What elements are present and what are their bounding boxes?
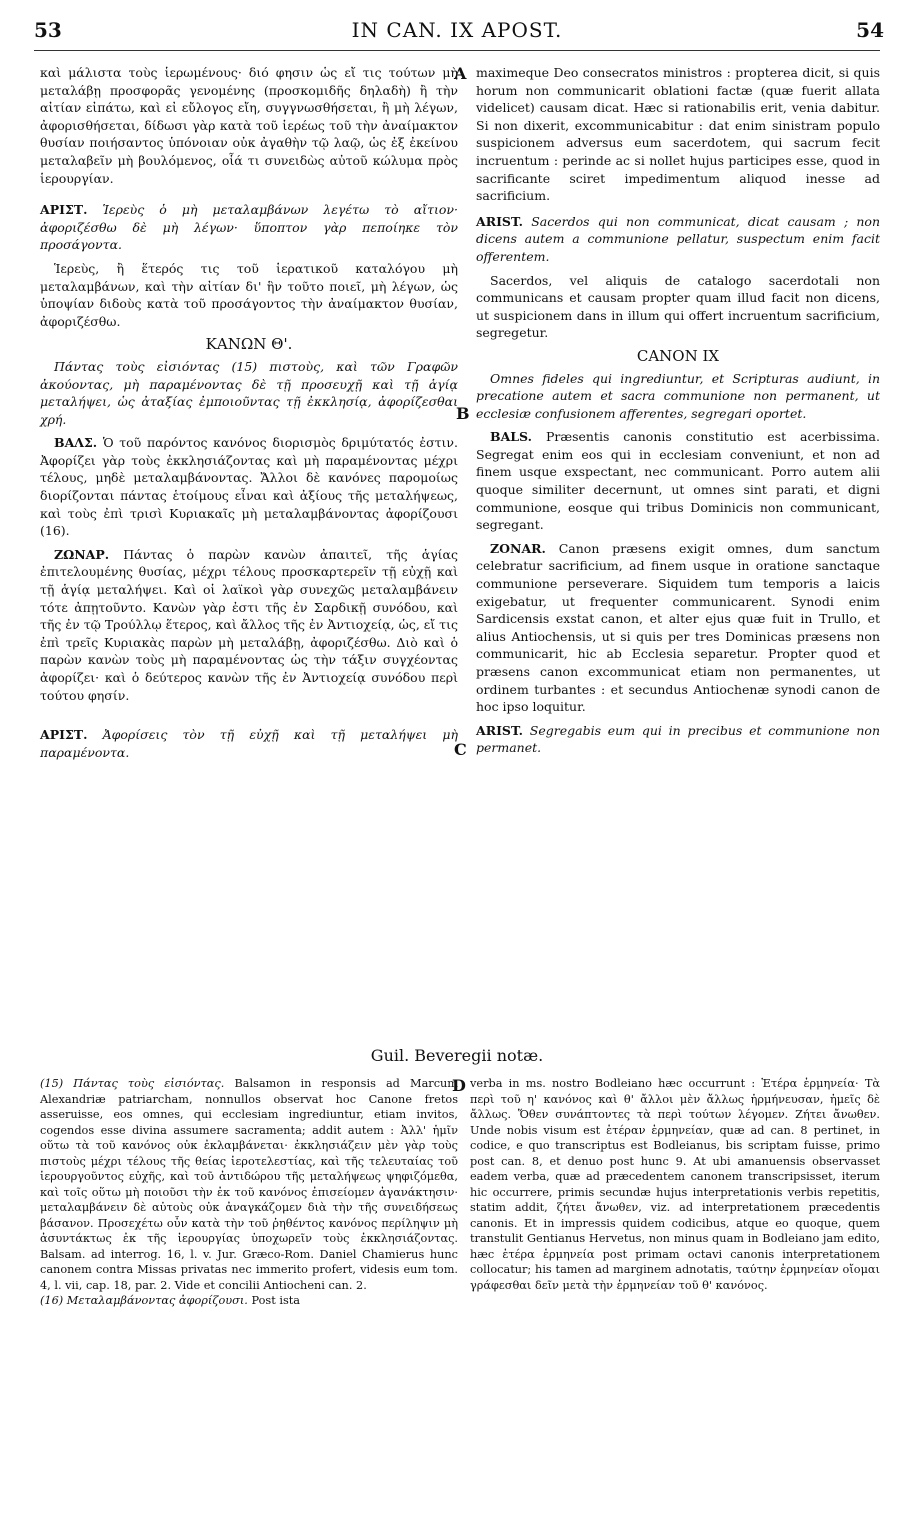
greek-arist2-text: Ἀφορίσεις τὸν τῇ εὐχῇ καὶ τῇ μεταλήψει μὴ παραμένοντα. [40,727,458,760]
notes-title: Guil. Beveregii notæ. [370,1046,544,1065]
latin-arist-comment: Sacerdos, vel aliquis de catalogo sacerdotali non communicans et causam propter quam illud facit non dicens, ut suspicionem dans in illum qui offert incruentum sacrificium, segregetur. [476,272,880,341]
running-title: IN CAN. IX APOST. [351,18,563,42]
greek-intro: καὶ μάλιστα τοὺς ἱερωμένους· διό φησιν ὡς εἴ τις τούτων μὴ μεταλάβῃ προσφορᾶς γενομένης (προσκομιδῆς δηλαδὴ) ἢ τὴν αἰτίαν εἰπάτω, καὶ εἰ εὔλογος εἴη, συγγνωσθήσεται, ἢ μὴ λέγων, ἀφορισθήσεται, δίδωσι γὰρ κατὰ τοῦ ἱερέως τοῦ τὴν ἀναίμακτον θυσίαν ποιήσαντος ὑπόνοιαν οὐκ ἀγαθὴν τῷ λαῷ, ὡς ἐξ ἐκείνου μεταλαβεῖν μὴ βουλόμενος, οἷά τι συνειδὼς αὐτοῦ κώλυμα πρὸς ἱερουργίαν. [40,65,458,186]
latin-zonar-text: Canon præsens exigit omnes, dum sanctum celebratur sacrificium, ad finem usque in oratione sanctaque communione perseverare. Siquidem tum temporis a laicis exigebatur, ut frequenter communicarent. Synodi enim Sardicensis exstat canon, et alter ejus quæ fuit in Trullo, et alius Antiochensis, ut si quis per tres Dominicas præsens non communicarit, hic ab Ecclesia separetur. Propter quod et præsens canon excommunicat etiam non permanentes, ut ordinem turbantes : et secundus Antiochenæ synodi canon de hoc ipso loquitur. [476,540,880,715]
greek-bals-label: ΒΑΛΣ. [54,435,98,451]
margin-marker-d: D [452,1076,466,1095]
note-16-continued: verba in ms. nostro Bodleiano hæc occurrunt : Ἑτέρα ἑρμηνεία· Τὰ περὶ τοῦ η' κανόνος καὶ θ' ἄλλοι μὲν ἄλλως ἡρμήνευσαν, ἡμεῖς δὲ ἄλλως. Ὅθεν συνάπτοντες τὰ περὶ τούτων λέγομεν. Ζήτει ἄνωθεν. Unde nobis visum est ἑτέραν ἑρμηνείαν, quæ ad can. 8 pertinet, in codice, e quo transcriptus est Bodleianus, bis scriptam fuisse, primo post can. 8, et denuo post hunc 9. At ubi amanuensis observasset eadem verba, quæ ad præcedentem canonem transcripsisset, iterum hic occurrere, primis secundæ hujus interpretationis verbis repetitis, statim addit, ζήτει ἄνωθεν, viz. ad interpretationem præcedentis canonis. Et in impressis quidem codicibus, atque eo quoque, quem transtulit Gentianus Hervetus, non minus quam in Bodleiano jam edito, hæc ἑτέρα ἑρμηνεία post primam octavi canonis interpretationem collocatur; his tamen ad marginem adnotatis, ταύτην ἑρμηνείαν οἴομαι γράφεσθαι δεῖν μετὰ τὴν ἑρμηνείαν τοῦ θ' κανόνος. [470,1077,880,1292]
greek-arist2-label: ΑΡΙΣΤ. [40,727,88,743]
margin-marker-a: A [454,64,467,83]
latin-zonaras [476,540,880,716]
latin-canon-text: Omnes fideles qui ingrediuntur, et Scripturas audiunt, in precatione autem et sacra communione non permanent, ut ecclesiæ confusionem afferentes, segregari oportet. [476,370,880,421]
note-16-text: Post ista [251,1294,301,1307]
latin-column [476,64,880,763]
latin-arist-text: Sacerdos qui non communicat, dicat causam ; non dicens autem a communione pellatur, suspectum enim facit offerentem. [476,213,881,264]
latin-bals-label: BALS. [490,429,532,445]
greek-bals-text: Ὁ τοῦ παρόντος κανόνος διορισμὸς δριμύτατός ἐστιν. Ἀφορίζει γὰρ τοὺς ἐκκλησιάζοντας καὶ μὴ παραμένοντας μέχρι τέλους, μηδὲ μεταλαμβάνοντας. Ἄλλοι δὲ κανόνες παρομοίως διορίζονται πάντας ἑτοίμους εἶναι καὶ ἀξίους τῆς μεταλήψεως, καὶ τοὺς ἐπὶ τρισὶ Κυριακαῖς μὴ μεταλαμβάνοντας ἀφορίζουσι (16). [40,435,458,539]
greek-zonaras [40,546,458,704]
note-15 [40,1076,458,1293]
greek-column [40,64,458,767]
margin-marker-c: C [454,740,467,759]
latin-zonar-label: ZONAR. [490,540,546,556]
greek-arist-summary [40,201,458,254]
note-16 [40,1293,458,1309]
greek-zonar-label: ΖΩΝΑΡ. [54,546,110,562]
latin-arist2-label: ARIST. [476,722,524,738]
greek-arist-label: ΑΡΙΣΤ. [40,202,88,218]
greek-arist-comment: Ἱερεὺς, ἢ ἕτερός τις τοῦ ἱερατικοῦ καταλόγου μὴ μεταλαμβάνων, καὶ τὴν αἰτίαν δι' ἣν τοῦτο ποιεῖ, μὴ λέγων, ὡς ὑποψίαν διδοὺς κατὰ τοῦ προσάγοντος τὴν ἀναίμακτον θυσίαν, ἀφοριζέσθω. [40,260,458,329]
margin-marker-b: B [456,404,470,423]
latin-bals-text: Præsentis canonis constitutio est acerbissima. Segregat enim eos qui in ecclesiam conveniunt, et non ad finem usque exspectant, nec communicant. Porro autem alii quoque similiter decernunt, ut omnes sint parati, et digni communione, eosque qui tribus Dominicis non communicant, segregant. [476,429,880,533]
latin-intro: maximeque Deo consecratos ministros : propterea dicit, si quis horum non communicarit oblationi factæ (quæ fuerit allata videlicet) causam dicat. Hæc si rationabilis erit, venia dabitur. Si non dixerit, excommunicabitur : dat enim sinistram populo suspicionem adversus eum sacerdotem, qui sacrum fecit incruentum : perinde ac si nollet hujus participes esse, quod in sacrificante sciret impedimentum aliquod inesse ad sacrificium. [476,65,880,204]
note-15-ref: (15) Πάντας τοὺς εἰσιόντας. [40,1077,225,1090]
notes-right-column [470,1076,880,1293]
latin-canon-title: CANON IX [636,346,720,365]
header-rule [34,50,880,51]
notes-left-column [40,1076,458,1309]
latin-arist2-text: Segregabis eum qui in precibus et communione non permanet. [476,722,880,756]
latin-arist2 [476,722,880,757]
note-15-text: Balsamon in responsis ad Marcum Alexandriæ patriarcham, nonnullos observat hoc Canone fretos asseruisse, eos omnes, qui ecclesiam ingrediuntur, etiam invitos, cogendos esse divina assumere sacramenta; addit autem : Ἀλλ' ἡμῖν οὕτω τὰ τοῦ κανόνος οὐκ ἐκλαμβάνεται· ἐκκλησιάζειν μὲν γὰρ τοὺς πιστοὺς μέχρι τέλους τῆς θείας ἱεροτελεστίας, καὶ τῆς τελευταίας τοῦ ἱερουργοῦντος εὐχῆς, καὶ τοῦ ἀντιδώρου τῆς μεταλήψεως ψηφιζόμεθα, καὶ τοῖς οὕτω μὴ ποιοῦσι τὴν ἐκ τοῦ κανόνος ἐπισείομεν ἀγανάκτησιν· μεταλαμβάνειν δὲ αὐτοὺς οὐκ ἀναγκάζομεν διὰ τὴν τῆς συνειδήσεως βάσανον. Προσεχέτω οὖν κατὰ τὴν τοῦ ῥηθέντος κανόνος περίληψιν μὴ ἀσυντάκτως ἐκ τῆς ἱερουργίας ὑποχωρεῖν τοὺς ἐκκλησιάζοντας. Balsam. ad interrog. 16, l. v. Jur. Græco-Rom. Daniel Chamierus hunc canonem contra Missas privatas nec immerito profert, videsis eum tom. 4, l. vii, cap. 18, par. 2. Vide et concilii Antiocheni can. 2. [40,1077,459,1292]
latin-arist-label: ARIST. [476,213,524,229]
page-number-left: 53 [34,18,62,42]
greek-balsamon [40,434,458,540]
greek-arist2 [40,726,458,761]
page-number-right: 54 [856,18,884,42]
greek-zonar-text: Πάντας ὁ παρὼν κανὼν ἀπαιτεῖ, τῆς ἁγίας ἐπιτελουμένης θυσίας, μέχρι τέλους προσκαρτερεῖν τῇ εὐχῇ καὶ τῇ ἁγίᾳ μεταλήψει. Καὶ οἱ λαϊκοὶ γὰρ συνεχῶς μεταλαμβάνειν τότε ἀπῃτοῦντο. Κανὼν γὰρ ἐστι τῆς ἐν Σαρδικῇ συνόδου, καὶ τῆς ἐν τῷ Τρούλλῳ ἕτερος, καὶ ἄλλος τῆς ἐν Ἀντιοχείᾳ, ὡς, εἴ τις ἐπὶ τρεῖς Κυριακὰς παρὼν μὴ μεταλάβῃ, ἀφοριζέσθω. Διὸ καὶ ὁ παρὼν κανὼν τοὺς μὴ παραμένοντας ὡς τὴν τάξιν συγχέοντας ἀφορίζει· καὶ ὁ δεύτερος κανὼν τῆς ἐν Ἀντιοχείᾳ συνόδου περὶ τούτου φησίν. [40,546,459,703]
greek-arist-text: Ἱερεὺς ὁ μὴ μεταλαμβάνων λεγέτω τὸ αἴτιον· ἀφοριζέσθω δὲ μὴ λέγων· ὕποπτον γὰρ πεποίηκε τὸν προσάγοντα. [40,202,458,253]
greek-canon-text: Πάντας τοὺς εἰσιόντας (15) πιστοὺς, καὶ τῶν Γραφῶν ἀκούοντας, μὴ παραμένοντας δὲ τῇ προσευχῇ καὶ τῇ ἁγίᾳ μεταλήψει, ὡς ἀταξίας ἐμποιοῦντας τῇ ἐκκλησίᾳ, ἀφορίζεσθαι χρή. [40,358,458,427]
note-16-ref: (16) Μεταλαμβάνοντας ἀφορίζουσι. [40,1294,248,1307]
latin-balsamon [476,428,880,534]
latin-arist-summary [476,213,880,266]
running-header [24,18,890,48]
greek-canon-title: ΚΑΝΩΝ Θ'. [205,335,293,354]
